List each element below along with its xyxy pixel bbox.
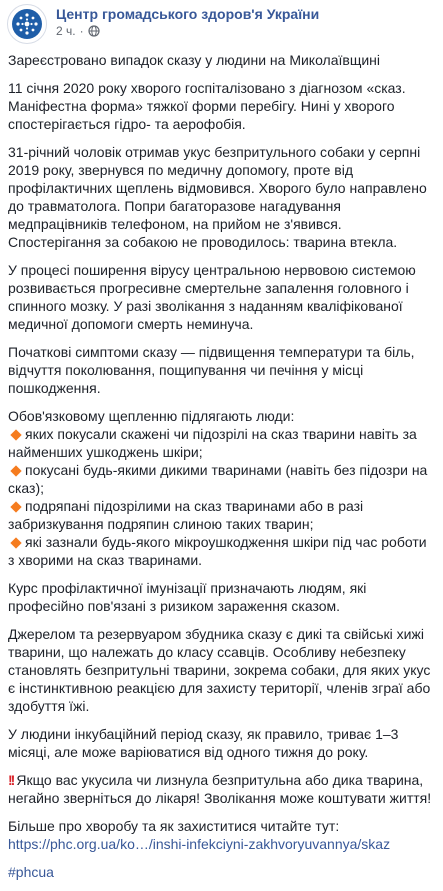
phc-logo-icon [11, 8, 43, 40]
list-intro: Обов'язковому щепленню підлягають люди: [8, 408, 295, 424]
orange-diamond-icon [10, 465, 21, 476]
post-subline [56, 23, 319, 39]
alert-paragraph: !! Якщо вас укусила чи лизнула безпритульна або дика тварина, негайно зверніться до лікаря! Зволікання може коштувати життя! [8, 772, 432, 806]
list-item: яких покусали скажені чи підозрілі на сказ тварини навіть за найменших ушкоджень шкіри; [8, 426, 417, 460]
more-info-paragraph [8, 817, 436, 853]
page-name-link[interactable]: Центр громадського здоров'я України [56, 6, 320, 22]
post-timestamp[interactable]: 2 ч. [56, 24, 76, 38]
separator-dot: · [79, 24, 84, 38]
hashtag-paragraph [8, 863, 436, 881]
post-paragraph: Курс профілактичної імунізації призначають людям, які професійно пов'язані з ризиком зараження сказом. [8, 580, 367, 614]
list-item: які зазнали будь-якого мікроушкодження шкіри під час роботи з хворими на сказ тваринами. [8, 534, 427, 568]
orange-diamond-icon [10, 429, 21, 440]
more-info-text: Більше про хворобу та як захиститися читайте тут: [8, 818, 340, 834]
globe-icon[interactable] [88, 25, 100, 37]
post-paragraph: У людини інкубаційний період сказу, як правило, триває 1–3 місяці, але може варіюватися від одного тижня до року. [8, 726, 399, 760]
post-meta [56, 4, 319, 44]
list-item: покусані будь-якими дикими тваринами (навіть без підозри на сказ); [8, 462, 428, 496]
post-paragraph: 31-річний чоловік отримав укус безпритульного собаки у серпні 2019 року, звернувся по медичну допомогу, проте від профілактичних щеплень відмовився. Хворого було направлено до травматолога. Попри багаторазове нагадування медпрацівників телефоном, на прийом не з'явився. Спостерігання за собакою не проводилось: тварина втекла. [8, 144, 427, 250]
article-link[interactable]: https://phc.org.ua/ko…/inshi-infekciyni-zakhvoryuvannya/skaz [8, 836, 391, 852]
post-paragraph: Джерелом та резервуаром збудника сказу є дикі та свійські хижі тварини, що належать до класу ссавців. Особливу небезпеку становлять безпритульні тварини, зокрема собаки, для яких укус є інстинктивною реакцією для захисту території, членів зграї або здобуття їжі. [8, 626, 431, 714]
post-paragraph: У процесі поширення вірусу центральною нервовою системою розвивається прогресивне смертельне запалення головного і спинного мозку. У разі зволікання з наданням кваліфікованої медичної допомоги смерть неминуча. [8, 262, 416, 332]
post-body [8, 51, 436, 891]
post-paragraph: 11 січня 2020 року хворого госпіталізовано з діагнозом «сказ. Маніфестна форма» тяжкої форми перебігу. Нині у хворого спостерігається гідро- та аерофобія. [8, 80, 406, 132]
orange-diamond-icon [10, 501, 21, 512]
double-exclamation-icon: !! [8, 772, 14, 788]
hashtag-link[interactable]: #phcua [8, 864, 54, 880]
vaccination-list [8, 407, 436, 569]
post-paragraph: Початкові симптоми сказу — підвищення температури та біль, відчуття поколювання, пощипування чи печіння у місці пошкодження. [8, 344, 415, 396]
orange-diamond-icon [10, 537, 21, 548]
post-headline: Зареєстровано випадок сказу у людини на Миколаївщині [8, 52, 381, 68]
list-item: подряпані підозрілими на сказ тваринами або в разі забризкування подряпин слиною таких тварин; [8, 498, 364, 532]
page-avatar[interactable] [7, 4, 47, 44]
post-header [7, 4, 319, 44]
